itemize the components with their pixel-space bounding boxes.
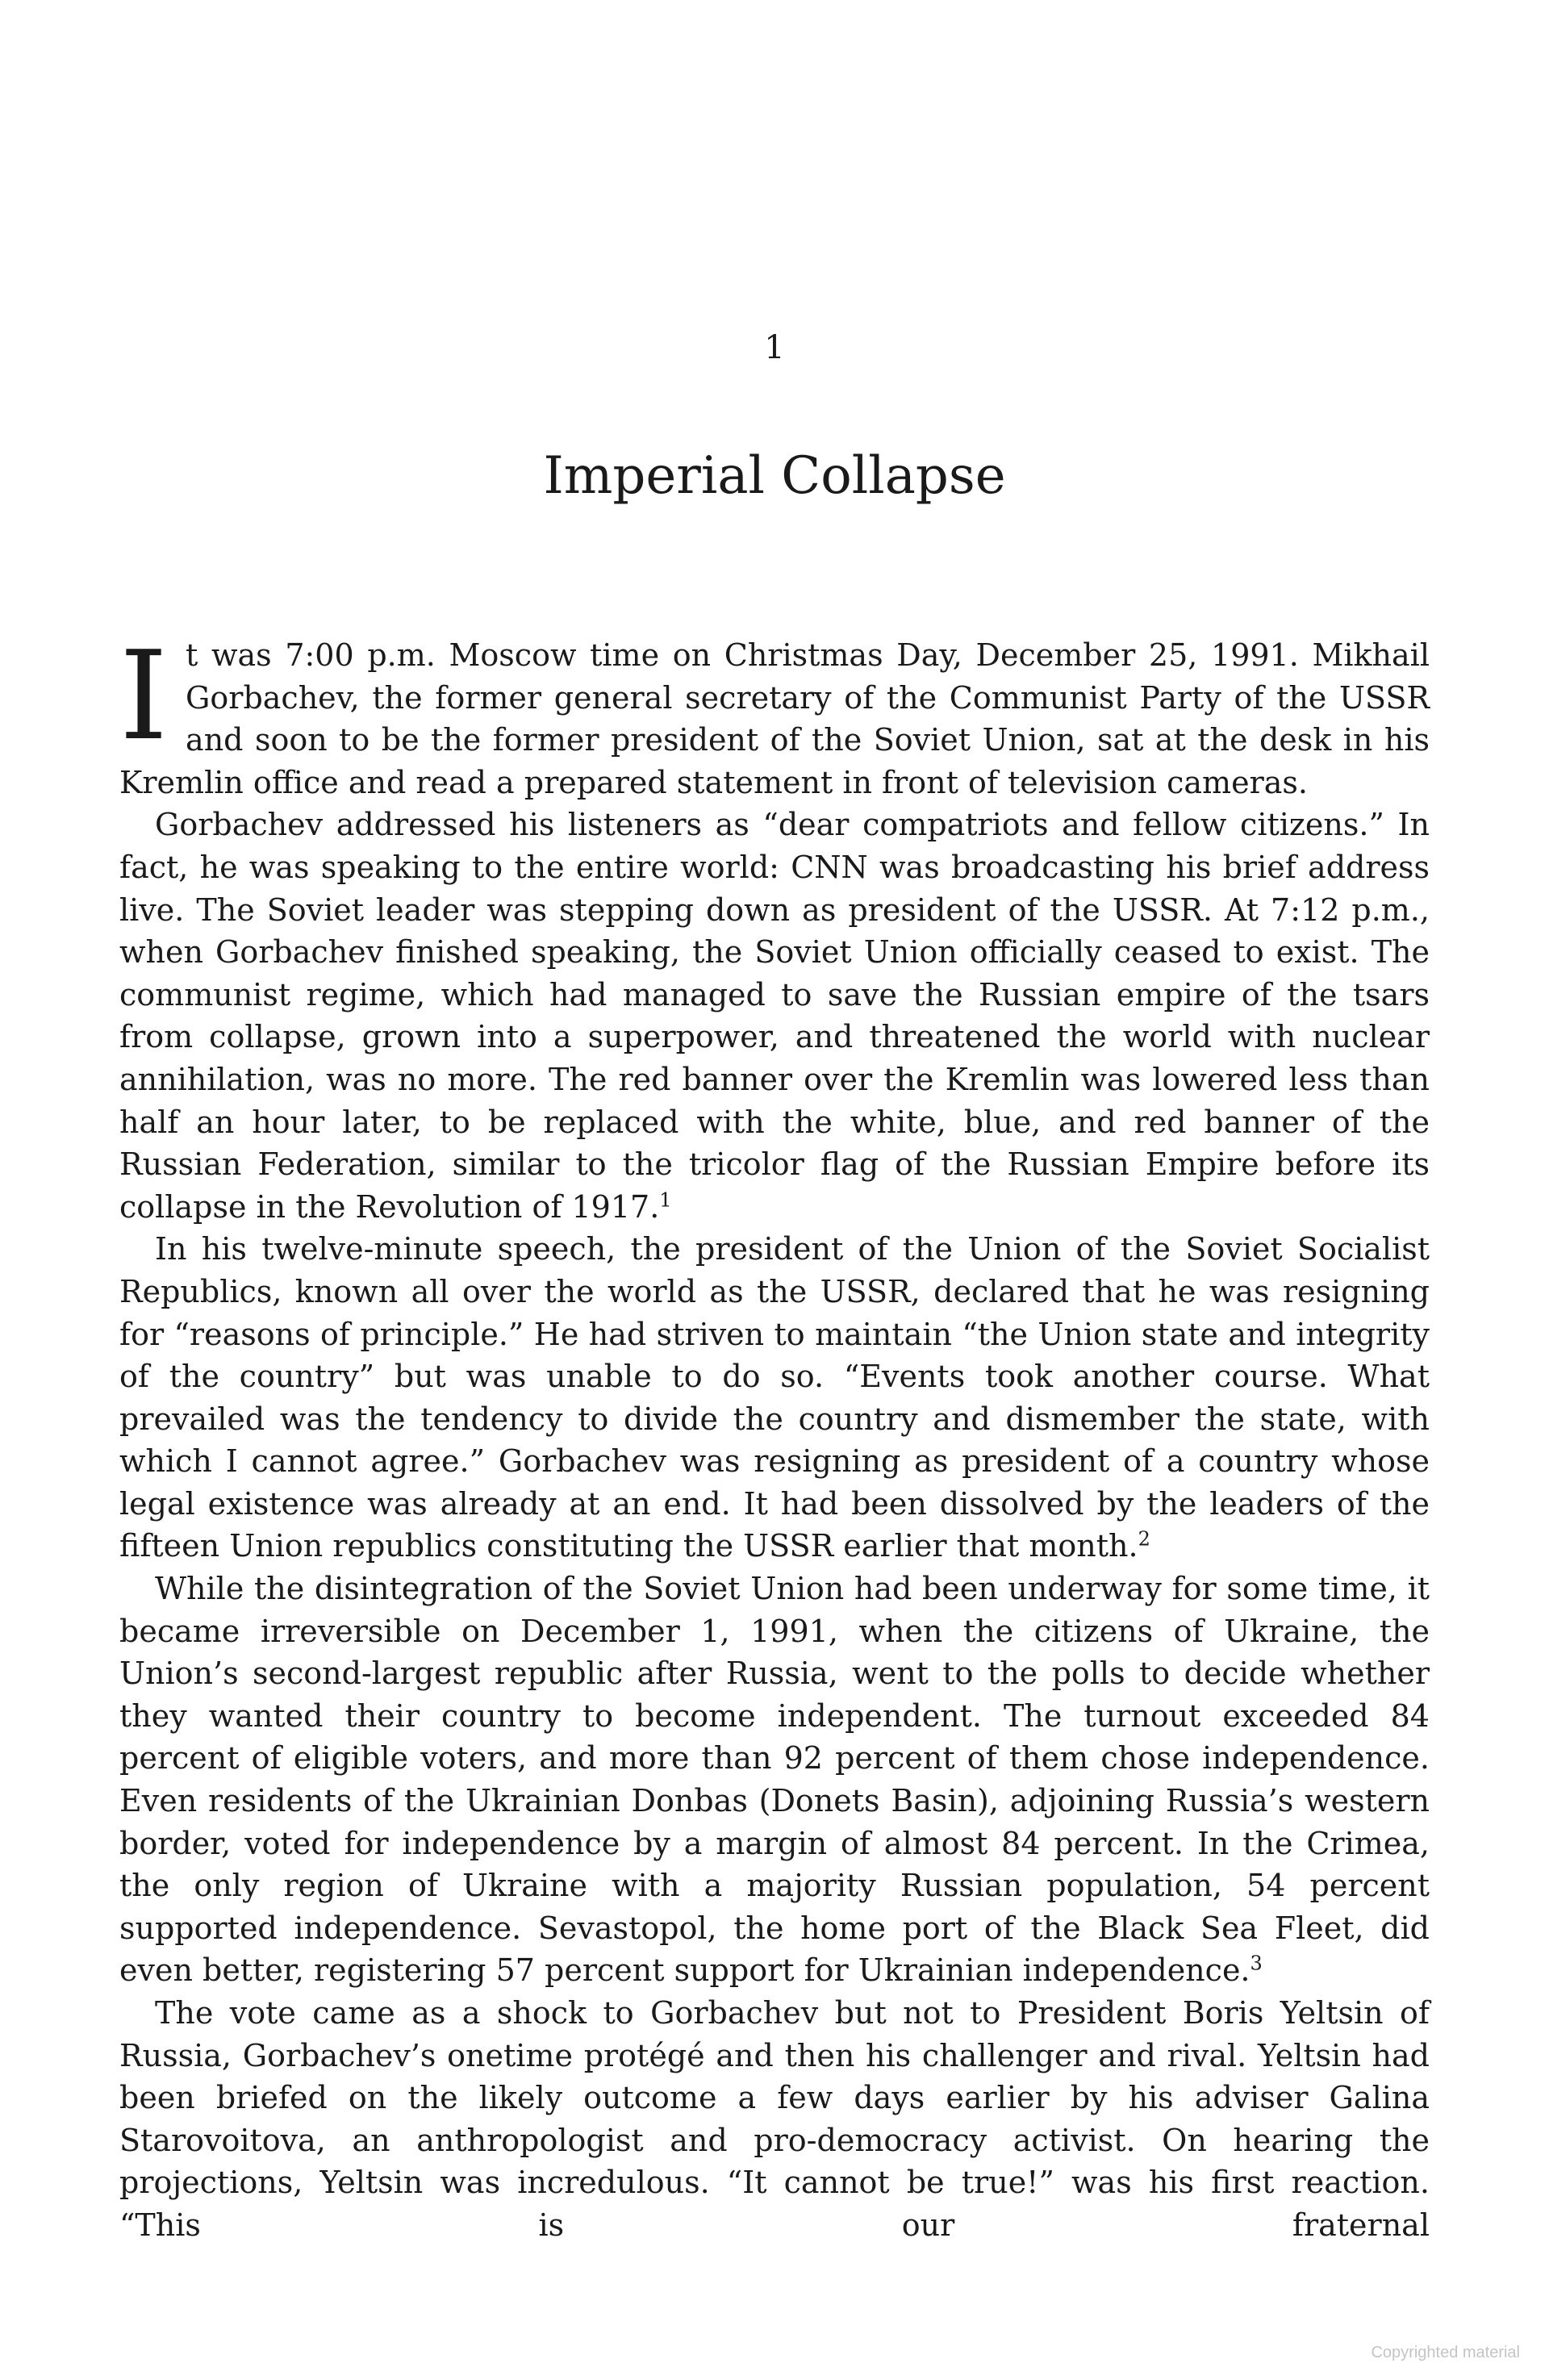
copyright-watermark: Copyrighted material [1371, 2344, 1520, 2361]
chapter-body [119, 624, 1430, 2247]
footnote-marker[interactable]: 3 [1250, 1952, 1263, 1975]
chapter-title: Imperial Collapse [543, 446, 1006, 506]
footnote-marker[interactable]: 2 [1138, 1527, 1150, 1551]
footnote-marker[interactable]: 1 [659, 1188, 672, 1212]
paragraph-3 [119, 1228, 1430, 1568]
paragraph-text: The vote came as a shock to Gorbachev but not to President Boris Yeltsin of Russia, Gorbachev’s onetime protégé and then his challenger and rival. Yeltsin had been briefed on the likely outcome a few days earlier by his adviser Galina Starovoitova, an anthropologist and pro-democracy activist. On hearing the projections, Yeltsin was incredulous. “It cannot be true!” was his first reaction. “This is our fraternal [119, 1995, 1430, 2243]
paragraph-text: In his twelve-minute speech, the president of the Union of the Soviet Socialist Republics, known all over the world as the USSR, declared that he was resigning for “reasons of principle.” He had striven to maintain “the Union state and integrity of the country” but was unable to do so. “Events took another course. What prevailed was the tendency to divide the country and dismember the state, with which I cannot agree.” Gorbachev was resigning as president of a country whose legal existence was already at an end. It had been dissolved by the leaders of the fifteen Union republics constituting the USSR earlier that month. [119, 1231, 1430, 1564]
paragraph-5 [119, 1992, 1430, 2247]
paragraph-text: While the disintegration of the Soviet Union had been underway for some time, it became irreversible on December 1, 1991, when the citizens of Ukraine, the Union’s second-largest republic after Russia, went to the polls to decide whether they wanted their country to become independent. The turnout exceeded 84 percent of eligible voters, and more than 92 percent of them chose independence. Even residents of the Ukrainian Donbas (Donets Basin), adjoining Russia’s western border, voted for independence by a margin of almost 84 percent. In the Crimea, the only region of Ukraine with a majority Russian population, 54 percent supported independence. Sevastopol, the home port of the Black Sea Fleet, did even better, registering 57 percent support for Ukrainian independence. [119, 1571, 1430, 1989]
paragraph-4 [119, 1568, 1430, 1992]
drop-cap: I [119, 624, 169, 767]
paragraph-1 [119, 624, 1430, 804]
chapter-number: 1 [764, 329, 785, 366]
paragraph-text: t was 7:00 p.m. Moscow time on Christmas Day, December 25, 1991. Mikhail Gorbachev, the former general secretary of the Communist Party of the USSR and soon to be the former president of the Soviet Union, sat at the desk in his Kremlin office and read a prepared statement in front of television cameras. [119, 637, 1430, 800]
paragraph-text: Gorbachev addressed his listeners as “dear compatriots and fellow citizens.” In fact, he was speaking to the entire world: CNN was broadcasting his brief address live. The Soviet leader was stepping down as president of the USSR. At 7:12 p.m., when Gorbachev finished speaking, the Soviet Union officially ceased to exist. The communist regime, which had managed to save the Russian empire of the tsars from collapse, grown into a superpower, and threatened the world with nuclear annihilation, was no more. The red banner over the Kremlin was lowered less than half an hour later, to be replaced with the white, blue, and red banner of the Russian Federation, similar to the tricolor flag of the Russian Empire before its collapse in the Revolution of 1917. [119, 807, 1430, 1225]
paragraph-2 [119, 804, 1430, 1228]
